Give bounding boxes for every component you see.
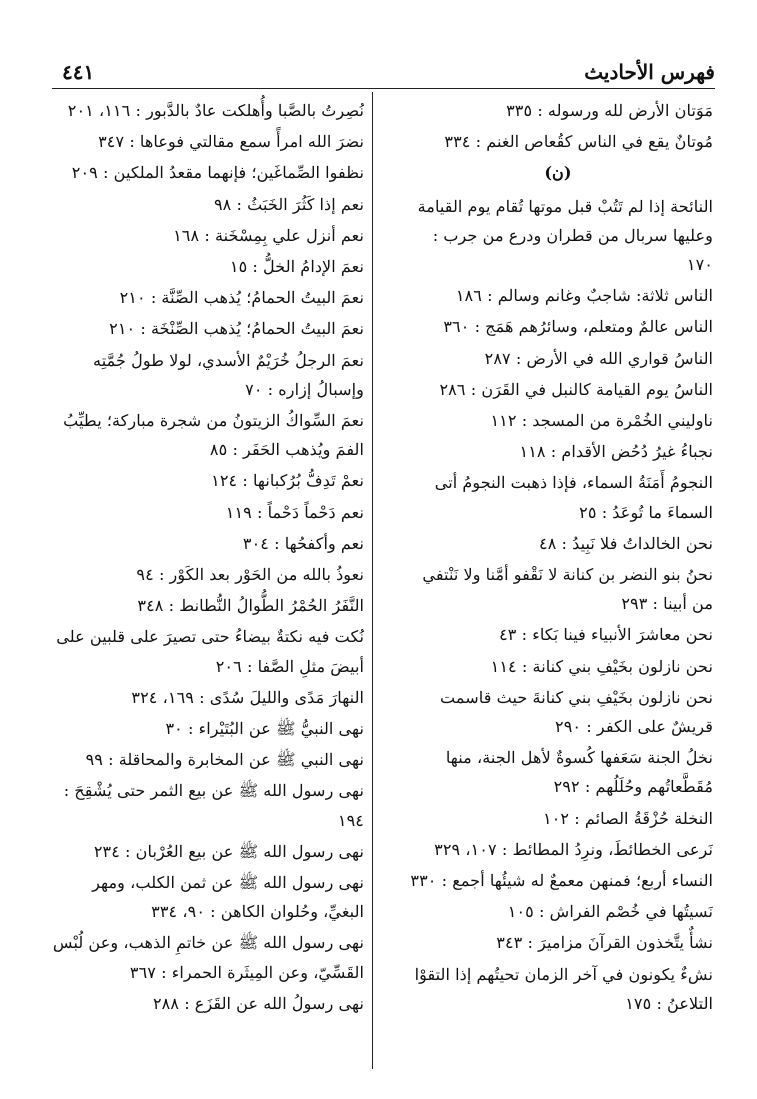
hadith-index-entry: نعمْ تَدِفُّ بُرُكبانها : ١٢٤ <box>211 471 364 491</box>
hadith-index-entry: نهى النبي ﷺ عن المخابرة والمحاقلة : ٩٩ <box>85 750 364 770</box>
hadith-index-entry: نعم دَحْماً دَحْماً : ١١٩ <box>225 502 364 522</box>
hadith-index-entry: نعمَ السِّواكُ الزيتونُ من شجرة مباركة؛ يطيِّبُ الفمَ ويُذهب الحَفَر : ٨٥ <box>63 411 364 460</box>
header-rule <box>52 88 715 89</box>
left-column <box>52 96 364 1020</box>
hadith-index-entry: نعم إذا كَثُرَ الخَبَثُ : ٩٨ <box>213 194 364 214</box>
hadith-index-entry: نَرعى الخطائطَ، ونرِدُ المطائط : ١٠٧، ٣٢٩ <box>434 839 713 859</box>
hadith-index-entry: نُصِرتُ بالصَّبا وأُهلكت عادٌ بالدَّبور : ١١٦، ٢٠١ <box>67 101 364 120</box>
hadith-index-entry: نعم أنزل علي بِمِسْخَنة : ١٦٨ <box>173 225 364 245</box>
page-header <box>52 52 715 92</box>
hadith-index-entry: نهى رسول الله ﷺ عن بيع الثمر حتى يُشْقِحَ : ١٩٤ <box>63 781 364 830</box>
hadith-index-entry: نعمَ الرجلُ خُرَيْمٌ الأسدي، لولا طولُ جُمَّتِه وإسبالُ إزاره : ٧٠ <box>93 350 364 399</box>
hadith-index-entry: نظفوا الصِّماغَين؛ فإنهما مقعدُ الملكين : ٢٠٩ <box>71 163 364 183</box>
hadith-index-entry: نجباءُ غيرُ دُحُض الأقدام : ١١٨ <box>519 442 713 462</box>
hadith-index-entry: نعمَ الإدامُ الخلُّ : ١٥ <box>229 257 364 277</box>
hadith-index-entry: نهى رسول الله ﷺ عن خاتمِ الذهب، وعن لُبْس القَسِّيّ، وعن المِيثَرة الحمراء : ٣٦٧ <box>52 933 364 982</box>
hadith-index-entry: مَوَتان الأرض لله ورسوله : ٣٣٥ <box>506 101 713 120</box>
hadith-index-entry: نهى رسول الله ﷺ عن بيع العُرْبان : ٢٣٤ <box>93 841 364 861</box>
hadith-index-entry: ناوليني الخُمْرة من المسجد : ١١٢ <box>490 411 713 431</box>
hadith-index-entry: نهى رسول الله ﷺ عن ثمن الكلب، ومهر البغيِّ، وحُلوان الكاهن : ٩٠، ٣٣٤ <box>92 873 364 922</box>
right-column <box>403 96 713 1020</box>
hadith-index-entry: النساء أربع؛ فمنهن معمعٌ له شيئُها أجمع : ٣٣٠ <box>410 871 713 891</box>
hadith-index-entry: النائحة إذا لم تَتُبْ قبل موتها تُقام يوم القيامة وعليها سربال من قطران ودرع من جرب : ١٧٠ <box>417 196 713 275</box>
hadith-index-entry: نحن الخالداتُ فلا نَبِيدُ : ٤٨ <box>539 533 713 553</box>
hadith-index-entry: النجومُ أَمَنَةُ السماء، فإذا ذهبت النجومُ أتى السماءَ ما تُوعَدُ : ٢٥ <box>434 473 713 522</box>
hadith-index-entry: النخلة حُزْقَةُ الصائم : ١٠٢ <box>543 808 713 828</box>
hadith-index-entry: نخلُ الجنة سَعَفها كُسوةٌ لأهل الجنة، منها مُقَطَّعاتُهم وحُلَلُهم : ٢٩٢ <box>445 748 713 797</box>
hadith-index-entry: نعمَ البيتُ الحمامُ؛ يُذهب الصِّنَّة : ٢١٠ <box>119 288 364 308</box>
hadith-index-entry: مُوتانٌ يقع في الناس كقُعاص الغنم : ٣٣٤ <box>444 132 713 152</box>
hadith-index-entry: نعم وأكفحُها : ٣٠٤ <box>242 533 364 553</box>
hadith-index-entry: نشأٌ يتَّخذون القرآنَ مزاميرَ : ٣٤٣ <box>496 933 713 953</box>
hadith-index-entry: الناسُ قواري الله في الأرض : ٢٨٧ <box>484 348 713 368</box>
hadith-index-entry: الناسُ يوم القيامة كالنبل في القَرَن : ٢٨٦ <box>439 379 713 399</box>
column-divider <box>372 92 373 1069</box>
letter-heading: (ن) <box>544 163 572 183</box>
hadith-index-entry: نعمَ البيتُ الحمامُ؛ يُذهب الصِّنْخَة : ٢١٠ <box>109 319 364 339</box>
hadith-index-entry: نحن معاشرَ الأنبياء فينا بَكاء : ٤٣ <box>499 625 713 645</box>
hadith-index-entry: نضرَ الله امرأً سمع مقالتي فوعاها : ٣٤٧ <box>98 132 364 152</box>
hadith-index-entry: النهارَ مَدًى والليلَ سُدًى : ١٦٩، ٣٢٤ <box>131 687 364 707</box>
hadith-index-entry: نحن نازلون بخَيْفِ بني كنانة : ١١٤ <box>490 656 713 676</box>
hadith-index-entry: نَسيتُها في خُصْم الفراش : ١٠٥ <box>507 902 713 922</box>
hadith-index-entry: نعوذُ بالله من الحَوْر بعد الكَوْر : ٩٤ <box>136 565 364 585</box>
page-number: ٤٤١ <box>62 60 95 84</box>
hadith-index-entry: نشءٌ يكونون في آخر الزمان تحيتُهم إذا التقوْا التلاعنُ : ١٧٥ <box>414 964 713 1013</box>
hadith-index-entry: نحنُ بنو النضر بن كنانة لا نَقْفو أمَّنا ولا نَنْتفي من أبينا : ٢٩٣ <box>422 565 713 614</box>
hadith-index-entry: النَّفَرُ الحُمْرُ الطُّوالُ النُّطانط : ٣٤٨ <box>137 596 364 616</box>
hadith-index-entry: الناس عالمٌ ومتعلم، وسائرُهم هَمَج : ٣٦٠ <box>443 317 713 337</box>
hadith-index-entry: نحن نازلون بخَيْفِ بني كنانةَ حيث قاسمت قريشٌ على الكفر : ٢٩٠ <box>439 687 713 737</box>
hadith-index-entry: نهى النبيُّ ﷺ عن البُتَيْراء : ٣٠ <box>165 719 364 739</box>
hadith-index-entry: الناس ثلاثة: شاجبٌ وغانم وسالم : ١٨٦ <box>455 286 713 306</box>
hadith-index-entry: نهى رسولُ الله عن القَزَع : ٢٨٨ <box>152 993 364 1013</box>
hadith-index-entry: نُكت فيه نكتةٌ بيضاءُ حتى تصيرَ على قلبين على أبيضَ مثلِ الصَّفا : ٢٠٦ <box>56 627 364 676</box>
running-title: فهرس الأحاديث <box>584 60 715 84</box>
